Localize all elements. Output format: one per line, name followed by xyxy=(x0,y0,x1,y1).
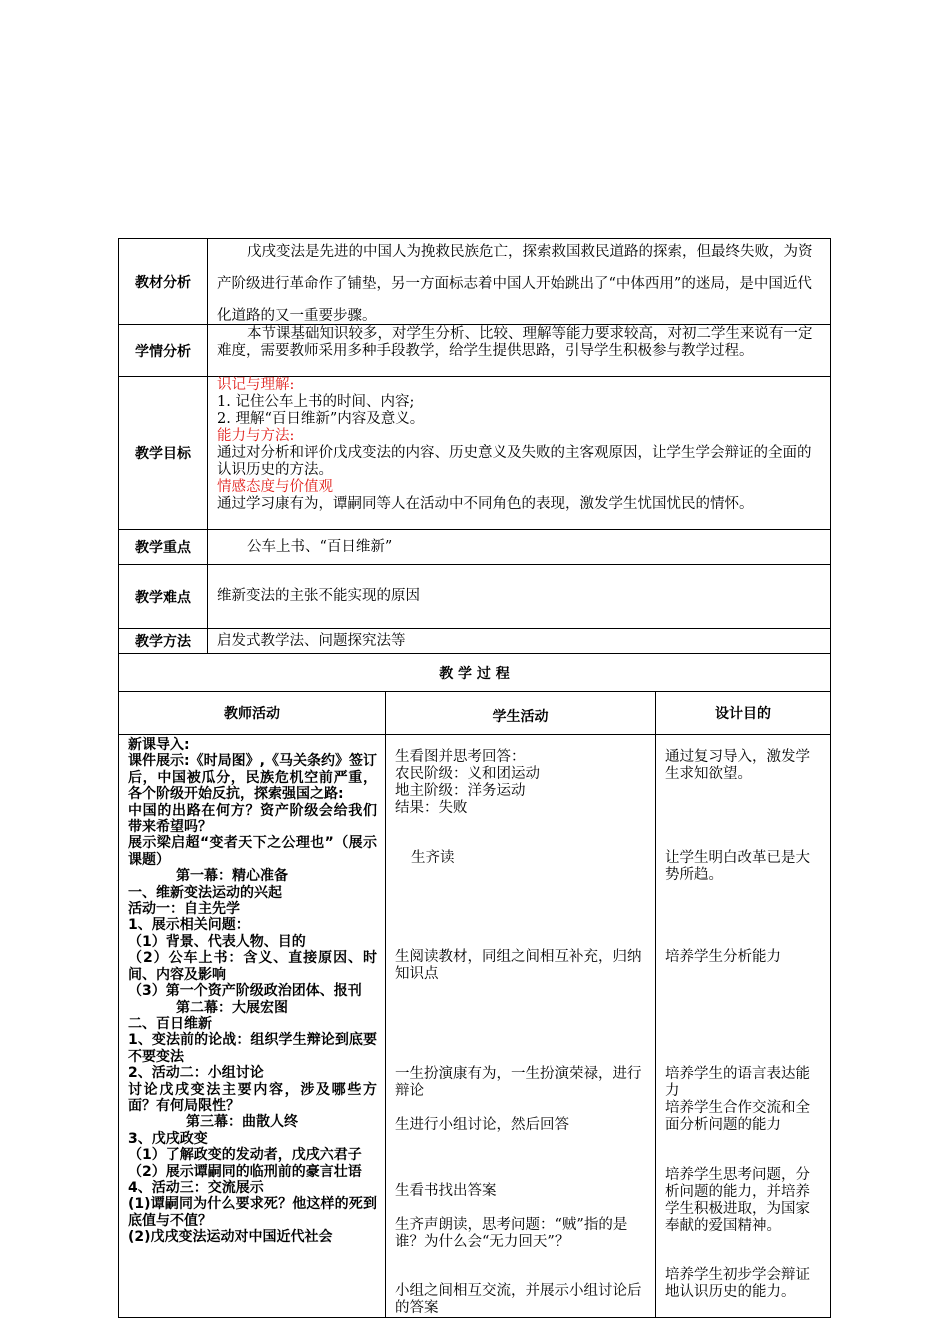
teacher-line: 4、活动三：交流展示 xyxy=(128,1179,264,1196)
purpose-block: 培养学生的语言表达能力 培养学生合作交流和全面分析问题的能力 xyxy=(665,1066,810,1133)
row-key-points xyxy=(118,529,831,564)
teacher-act-heading: 第二幕：大展宏图 xyxy=(176,999,288,1016)
purpose-block: 让学生明白改革已是大势所趋。 xyxy=(665,850,810,883)
goal-item-2: 2. 理解“百日维新”内容及意义。 xyxy=(217,411,425,427)
purpose-block: 通过复习导入，激发学生求知欲望。 xyxy=(665,749,810,782)
goal-heading-ability: 能力与方法: xyxy=(217,428,295,444)
text-material-analysis: 戊戌变法是先进的中国人为挽救民族危亡，探索救国救民道路的探索，但最终失败，为资产阶级进行革命作了铺垫，另一方面标志着中国人开始跳出了“中体西用”的迷局，是中国近代化道路的又一重要步骤。 xyxy=(217,244,813,324)
row-difficulty xyxy=(118,564,831,628)
teacher-line: （1）了解政变的发动者，戊戌六君子 xyxy=(128,1147,362,1164)
teacher-activity-column xyxy=(119,735,386,1317)
teacher-act-heading: 第一幕：精心准备 xyxy=(176,868,288,885)
teacher-line: 讨论戊戌变法主要内容，涉及哪些方面？有何局限性？ xyxy=(128,1081,377,1114)
teacher-line: (2)戊戌变法运动对中国近代社会 xyxy=(128,1229,333,1246)
teacher-line: 一、维新变法运动的兴起 xyxy=(128,884,282,901)
purpose-column xyxy=(656,735,830,1317)
row-teaching-goals xyxy=(118,376,831,529)
student-block: 小组之间相互交流，并展示小组讨论后的答案 xyxy=(395,1283,642,1316)
student-block: 生进行小组讨论，然后回答 xyxy=(395,1117,569,1133)
teacher-line: 课件展示:《时局图》,《马关条约》签订后，中国被瓜分，民族危机空前严重，各个阶级开始反抗，探索强国之路: xyxy=(128,753,377,803)
student-block: 生齐声朗读，思考问题：“贼”指的是谁？为什么会“无力回天”？ xyxy=(395,1217,628,1250)
purpose-block: 培养学生初步学会辩证地认识历史的能力。 xyxy=(665,1267,810,1300)
text-difficulty: 维新变法的主张不能实现的原因 xyxy=(217,588,420,604)
header-purpose: 设计目的 xyxy=(715,706,771,722)
process-header-row xyxy=(118,691,831,734)
purpose-block: 培养学生思考问题，分析问题的能力，并培养学生积极进取，为国家奉献的爱国精神。 xyxy=(665,1167,810,1234)
teacher-line: (1)谭嗣同为什么要求死？他这样的死到底值与不值？ xyxy=(128,1196,377,1229)
teacher-act-heading: 第三幕：曲散人终 xyxy=(186,1114,298,1131)
row-method xyxy=(118,628,831,653)
row-student-analysis xyxy=(118,324,831,376)
lesson-plan-table xyxy=(118,238,831,1318)
process-body-row xyxy=(118,734,831,1318)
header-teacher: 教师活动 xyxy=(119,692,386,734)
label-teaching-goals: 教学目标 xyxy=(119,377,208,529)
student-block: 生齐读 xyxy=(411,850,455,866)
label-difficulty: 教学难点 xyxy=(119,565,208,628)
teacher-line: 1、展示相关问题： xyxy=(128,917,250,934)
teacher-line: 新课导入: xyxy=(128,737,190,753)
text-teaching-goals xyxy=(208,377,830,529)
process-title: 教 学 过 程 xyxy=(118,653,831,691)
label-student-analysis: 学情分析 xyxy=(119,325,208,376)
student-block: 生看书找出答案 xyxy=(395,1183,497,1199)
text-key-points: 公车上书、“百日维新” xyxy=(247,538,393,555)
student-activity-column xyxy=(386,735,656,1317)
goal-item-1: 1. 记住公车上书的时间、内容; xyxy=(217,394,415,410)
teacher-line: 3、戊戌政变 xyxy=(128,1130,208,1147)
teacher-line: （1）背景、代表人物、目的 xyxy=(128,933,306,950)
student-block: 生看图并思考回答： 农民阶级：义和团运动 地主阶级：洋务运动 结果：失败 xyxy=(395,749,540,816)
teacher-line: 2、活动二：小组讨论 xyxy=(128,1065,264,1082)
goal-emotion-text: 通过学习康有为，谭嗣同等人在活动中不同角色的表现，激发学生忧国忧民的情怀。 xyxy=(217,496,754,512)
goal-heading-emotion: 情感态度与价值观 xyxy=(217,479,333,495)
label-key-points: 教学重点 xyxy=(119,530,208,564)
goal-ability-text: 通过对分析和评价戊戌变法的内容、历史意义及失败的主客观原因，让学生学会辩证的全面的认识历史的方法。 xyxy=(217,445,812,478)
teacher-line: 中国的出路在何方？资产阶级会给我们带来希望吗？ xyxy=(128,802,377,836)
teacher-line: 活动一：自主先学 xyxy=(128,901,240,918)
student-block: 生阅读教材，同组之间相互补充，归纳知识点 xyxy=(395,949,642,982)
text-method: 启发式教学法、问题探究法等 xyxy=(217,632,406,649)
teacher-line: 二、百日维新 xyxy=(128,1015,212,1032)
purpose-block: 培养学生分析能力 xyxy=(665,949,781,965)
teacher-line: 1、变法前的论战：组织学生辩论到底要不要变法 xyxy=(128,1032,377,1065)
header-student: 学生活动 xyxy=(386,692,656,734)
student-block: 一生扮演康有为，一生扮演荣禄，进行辩论 xyxy=(395,1066,642,1099)
label-method: 教学方法 xyxy=(119,629,208,653)
label-material-analysis: 教材分析 xyxy=(119,239,208,324)
teacher-line: （3）第一个资产阶级政治团体、报刊 xyxy=(128,983,362,1000)
teacher-line: 展示梁启超“变者天下之公理也”（展示课题） xyxy=(128,835,377,868)
goal-heading-knowledge: 识记与理解: xyxy=(217,377,295,393)
teacher-line: （2）公车上书：含义、直接原因、时间、内容及影响 xyxy=(128,950,377,983)
text-student-analysis: 本节课基础知识较多，对学生分析、比较、理解等能力要求较高，对初二学生来说有一定难度，需要教师采用多种手段教学，给学生提供思路，引导学生积极参与教学过程。 xyxy=(217,326,813,359)
row-material-analysis xyxy=(118,238,831,324)
teacher-line: （2）展示谭嗣同的临刑前的豪言壮语 xyxy=(128,1163,362,1180)
